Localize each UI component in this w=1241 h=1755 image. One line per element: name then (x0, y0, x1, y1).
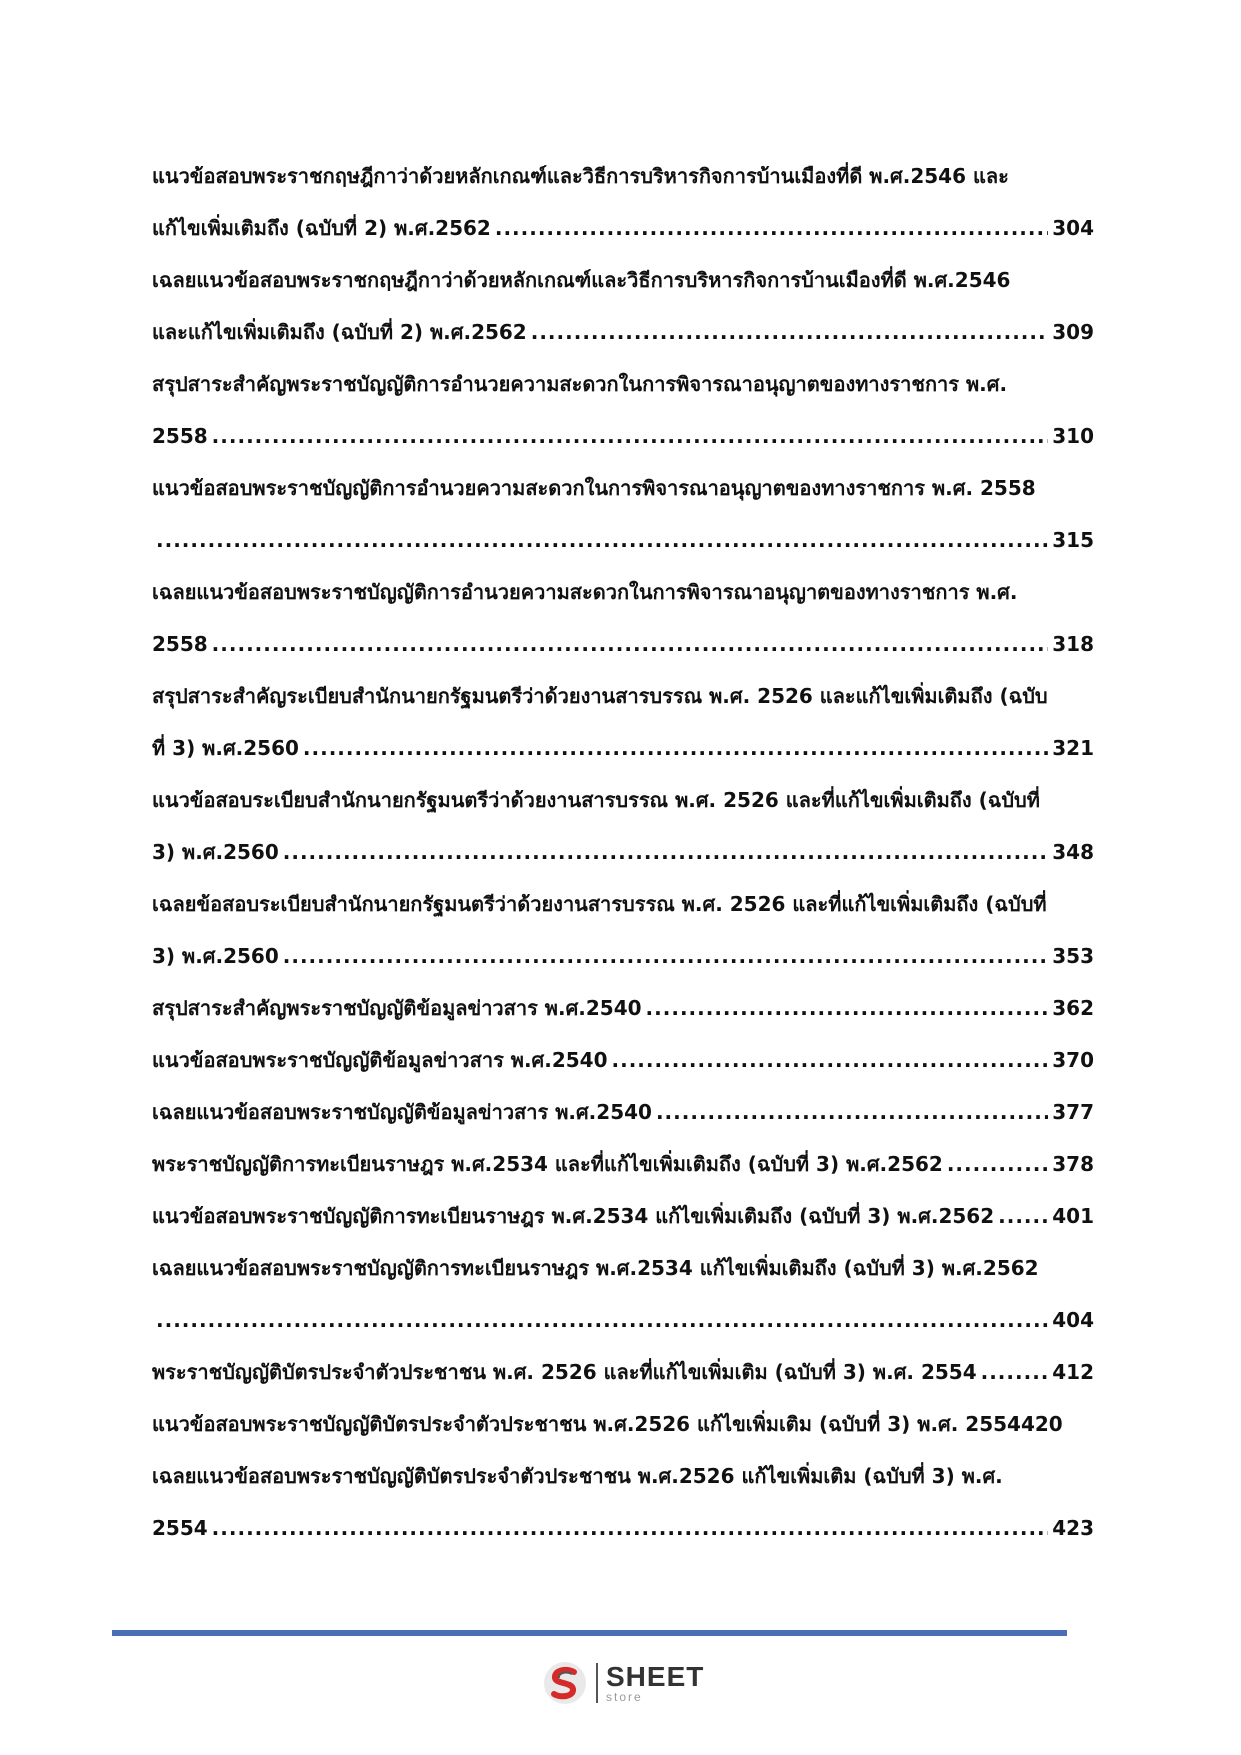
page-number: 310 (1052, 424, 1094, 448)
page-number: 370 (1052, 1048, 1094, 1072)
toc-entry[interactable] (152, 774, 1094, 878)
toc-entry[interactable] (152, 1138, 1094, 1190)
toc-entry-title-cont: 2558 (152, 632, 208, 656)
logo-separator (596, 1663, 598, 1703)
leader-dots (303, 722, 1048, 774)
leader-dots (212, 410, 1049, 462)
toc-entry-title: เฉลยแนวข้อสอบพระราชบัญญัติข้อมูลข่าวสาร พ.ศ.2540 (152, 1100, 652, 1124)
toc-entry-title: แนวข้อสอบพระราชบัญญัติการอำนวยความสะดวกในการพิจารณาอนุญาตของทางราชการ พ.ศ. 2558 (152, 476, 1036, 500)
leader-dots (156, 1294, 1048, 1346)
leader-dots (212, 618, 1049, 670)
toc-entry[interactable] (152, 670, 1094, 774)
toc-entry-title: แนวข้อสอบพระราชบัญญัติบัตรประจำตัวประชาชน พ.ศ.2526 แก้ไขเพิ่มเติม (ฉบับที่ 3) พ.ศ. 2554 (152, 1412, 1021, 1436)
toc-entry-title: เฉลยแนวข้อสอบพระราชบัญญัติการทะเบียนราษฎร พ.ศ.2534 แก้ไขเพิ่มเติมถึง (ฉบับที่ 3) พ.ศ.2562 (152, 1256, 1039, 1280)
toc-entry-title: พระราชบัญญัติการทะเบียนราษฎร พ.ศ.2534 และที่แก้ไขเพิ่มเติมถึง (ฉบับที่ 3) พ.ศ.2562 (152, 1152, 943, 1176)
toc-entry[interactable] (152, 1242, 1094, 1346)
page-number: 401 (1052, 1204, 1094, 1228)
toc-entry[interactable] (152, 1086, 1094, 1138)
toc-entry-title: แนวข้อสอบพระราชบัญญัติการทะเบียนราษฎร พ.ศ.2534 แก้ไขเพิ่มเติมถึง (ฉบับที่ 3) พ.ศ.2562 (152, 1204, 995, 1228)
leader-dots (656, 1086, 1048, 1138)
page-number: 315 (1052, 528, 1094, 552)
sheet-store-logo (542, 1657, 704, 1709)
leader-dots (283, 826, 1048, 878)
page-number: 423 (1052, 1516, 1094, 1540)
page-number: 362 (1052, 996, 1094, 1020)
toc-entry[interactable] (152, 462, 1094, 566)
table-of-contents (152, 150, 1094, 1554)
page-number: 321 (1052, 736, 1094, 760)
page-number: 377 (1052, 1100, 1094, 1124)
logo-subword: store (606, 1690, 643, 1704)
toc-entry[interactable] (152, 1034, 1094, 1086)
leader-dots (998, 1190, 1048, 1242)
logo-word: SHEET (606, 1661, 705, 1692)
toc-entry-title-cont: 2558 (152, 424, 208, 448)
sheet-store-logo-icon (542, 1660, 588, 1706)
footer-rule (112, 1630, 1067, 1636)
toc-entry-title: สรุปสาระสำคัญพระราชบัญญัติข้อมูลข่าวสาร พ.ศ.2540 (152, 996, 642, 1020)
page-number: 420 (1020, 1412, 1063, 1436)
page-number: 318 (1052, 632, 1094, 656)
leader-dots (283, 930, 1048, 982)
toc-entry[interactable] (152, 358, 1094, 462)
page-number: 304 (1052, 216, 1094, 240)
toc-entry[interactable] (152, 878, 1094, 982)
page-number: 353 (1052, 944, 1094, 968)
page-number: 309 (1052, 320, 1094, 344)
leader-dots (981, 1346, 1049, 1398)
toc-entry[interactable] (152, 254, 1094, 358)
leader-dots (531, 306, 1049, 358)
page-number: 378 (1052, 1152, 1094, 1176)
page-number: 348 (1052, 840, 1094, 864)
toc-entry-title-cont: ที่ 3) พ.ศ.2560 (152, 736, 299, 760)
page-number: 412 (1052, 1360, 1094, 1384)
toc-entry[interactable] (152, 1346, 1094, 1398)
toc-entry-title: เฉลยแนวข้อสอบพระราชบัญญัติบัตรประจำตัวประชาชน พ.ศ.2526 แก้ไขเพิ่มเติม (ฉบับที่ 3) พ.ศ. (152, 1464, 1003, 1488)
toc-entry-title-cont: และแก้ไขเพิ่มเติมถึง (ฉบับที่ 2) พ.ศ.2562 (152, 320, 527, 344)
toc-entry[interactable] (152, 1398, 1094, 1450)
leader-dots (212, 1502, 1049, 1554)
toc-entry-title-cont: 3) พ.ศ.2560 (152, 944, 279, 968)
toc-entry-title: แนวข้อสอบพระราชกฤษฎีกาว่าด้วยหลักเกณฑ์และวิธีการบริหารกิจการบ้านเมืองที่ดี พ.ศ.2546 และ (152, 164, 1009, 188)
toc-entry-title: สรุปสาระสำคัญระเบียบสำนักนายกรัฐมนตรีว่าด้วยงานสารบรรณ พ.ศ. 2526 และแก้ไขเพิ่มเติมถึง (ฉบับ (152, 684, 1048, 708)
page-number: 404 (1052, 1308, 1094, 1332)
toc-entry-title: แนวข้อสอบพระราชบัญญัติข้อมูลข่าวสาร พ.ศ.2540 (152, 1048, 608, 1072)
toc-entry-title: เฉลยแนวข้อสอบพระราชกฤษฎีกาว่าด้วยหลักเกณฑ์และวิธีการบริหารกิจการบ้านเมืองที่ดี พ.ศ.2546 (152, 268, 1011, 292)
toc-entry[interactable] (152, 1450, 1094, 1554)
toc-entry-title: สรุปสาระสำคัญพระราชบัญญัติการอำนวยความสะดวกในการพิจารณาอนุญาตของทางราชการ พ.ศ. (152, 372, 1008, 396)
leader-dots (947, 1138, 1048, 1190)
leader-dots (156, 514, 1048, 566)
toc-entry-title: เฉลยแนวข้อสอบพระราชบัญญัติการอำนวยความสะดวกในการพิจารณาอนุญาตของทางราชการ พ.ศ. (152, 580, 1018, 604)
toc-entry-title-cont: 2554 (152, 1516, 208, 1540)
toc-entry[interactable] (152, 982, 1094, 1034)
toc-entry-title-cont: 3) พ.ศ.2560 (152, 840, 279, 864)
leader-dots (646, 982, 1049, 1034)
toc-entry-title: พระราชบัญญัติบัตรประจำตัวประชาชน พ.ศ. 2526 และที่แก้ไขเพิ่มเติม (ฉบับที่ 3) พ.ศ. 2554 (152, 1360, 977, 1384)
toc-entry-title: แนวข้อสอบระเบียบสำนักนายกรัฐมนตรีว่าด้วยงานสารบรรณ พ.ศ. 2526 และที่แก้ไขเพิ่มเติมถึง (ฉบับที่ (152, 788, 1040, 812)
toc-entry[interactable] (152, 150, 1094, 254)
toc-entry[interactable] (152, 566, 1094, 670)
toc-entry-title: เฉลยข้อสอบระเบียบสำนักนายกรัฐมนตรีว่าด้วยงานสารบรรณ พ.ศ. 2526 และที่แก้ไขเพิ่มเติมถึง (ฉบับที่ (152, 892, 1047, 916)
leader-dots (612, 1034, 1049, 1086)
leader-dots (495, 202, 1048, 254)
toc-entry-title-cont: แก้ไขเพิ่มเติมถึง (ฉบับที่ 2) พ.ศ.2562 (152, 216, 491, 240)
toc-entry[interactable] (152, 1190, 1094, 1242)
